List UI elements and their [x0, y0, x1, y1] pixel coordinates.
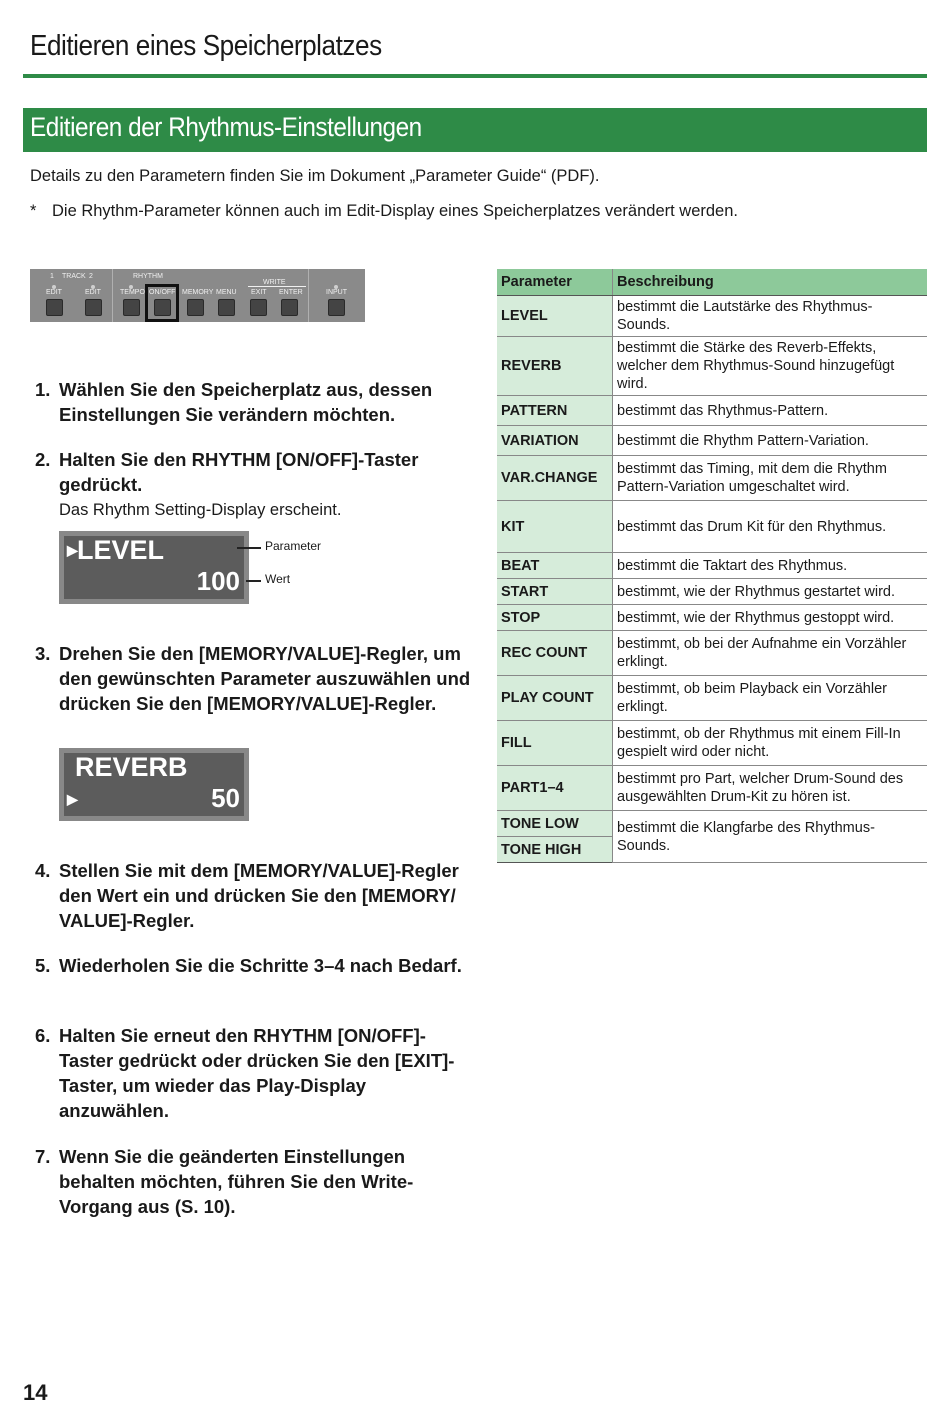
step-7	[35, 1144, 475, 1219]
track-label: TRACK	[62, 273, 86, 280]
led	[334, 285, 338, 289]
param-desc: bestimmt das Timing, mit dem die Rhythm Pattern-Variation umgeschaltet wird.	[613, 456, 928, 501]
column-header-description: Beschreibung	[613, 269, 928, 296]
lcd-screen	[64, 536, 244, 599]
tempo-button	[123, 299, 140, 316]
step-subtext: Das Rhythm Setting-Display erscheint.	[59, 501, 342, 519]
step-4	[35, 858, 475, 933]
param-name: START	[497, 579, 613, 605]
step-5	[35, 953, 475, 978]
step-number: 5.	[35, 955, 51, 976]
step-number: 3.	[35, 643, 51, 664]
exit-button	[250, 299, 267, 316]
led	[129, 285, 133, 289]
note-text: Die Rhythm-Parameter können auch im Edit-Display eines Speicherplatzes verändert werden.	[52, 202, 738, 220]
led	[52, 285, 56, 289]
button-label-input: INPUT	[326, 289, 347, 296]
button-label-exit: EXIT	[251, 289, 267, 296]
table-row	[497, 396, 927, 426]
step-2	[35, 447, 475, 521]
step-text: Halten Sie den RHYTHM [ON/OFF]-Taster gedrückt.	[59, 449, 419, 495]
lcd-value: 100	[196, 566, 240, 596]
highlight-frame	[145, 284, 179, 322]
write-label: WRITE	[263, 279, 286, 286]
param-desc: bestimmt, ob beim Playback ein Vorzähler erklingt.	[613, 676, 928, 721]
step-text: Stellen Sie mit dem [MEMORY/VALUE]-Regler den Wert ein und drücken Sie den [MEMORY/ VALUE]-Regler.	[59, 860, 459, 931]
write-group-line	[248, 286, 306, 287]
param-desc: bestimmt die Stärke des Reverb-Effekts, welcher dem Rhythmus-Sound hinzugefügt wird.	[613, 337, 928, 396]
param-name: REC COUNT	[497, 631, 613, 676]
param-desc: bestimmt die Taktart des Rhythmus.	[613, 553, 928, 579]
table-row	[497, 553, 927, 579]
table-row	[497, 605, 927, 631]
lcd-parameter: REVERB	[75, 752, 188, 782]
param-desc: bestimmt das Rhythmus-Pattern.	[613, 396, 928, 426]
param-name: REVERB	[497, 337, 613, 396]
panel-separator	[308, 269, 309, 322]
control-panel-illustration	[30, 269, 365, 322]
param-name: STOP	[497, 605, 613, 631]
enter-button	[281, 299, 298, 316]
parameter-table	[497, 269, 927, 863]
step-6	[35, 1023, 475, 1123]
param-name: PLAY COUNT	[497, 676, 613, 721]
callout-parameter: Parameter	[265, 539, 322, 553]
param-desc: bestimmt, wie der Rhythmus gestoppt wird.	[613, 605, 928, 631]
step-number: 4.	[35, 860, 51, 881]
table-row	[497, 426, 927, 456]
page-number: 14	[23, 1380, 48, 1405]
param-desc: bestimmt, wie der Rhythmus gestartet wird.	[613, 579, 928, 605]
led	[91, 285, 95, 289]
step-text: Wählen Sie den Speicherplatz aus, dessen Einstellungen Sie verändern möchten.	[59, 379, 433, 425]
step-number: 7.	[35, 1146, 51, 1167]
table-row	[497, 579, 927, 605]
section-title: Editieren der Rhythmus-Einstellungen	[30, 112, 422, 142]
note-marker: *	[30, 202, 37, 220]
param-desc: bestimmt die Lautstärke des Rhythmus-Sounds.	[613, 296, 928, 337]
table-row	[497, 337, 927, 396]
step-number: 2.	[35, 449, 51, 470]
param-desc: bestimmt, ob der Rhythmus mit einem Fill-In gespielt wird oder nicht.	[613, 721, 928, 766]
section-heading-bar	[23, 108, 927, 152]
param-name: BEAT	[497, 553, 613, 579]
callout-line	[246, 580, 261, 582]
param-name: VAR.CHANGE	[497, 456, 613, 501]
table-row	[497, 631, 927, 676]
callout-line	[237, 547, 261, 549]
param-desc: bestimmt die Klangfarbe des Rhythmus-Sounds.	[613, 811, 928, 863]
table-row	[497, 501, 927, 553]
lcd-value: 50	[211, 783, 240, 813]
table-row	[497, 296, 927, 337]
step-1	[35, 377, 475, 427]
lcd-parameter: LEVEL	[77, 535, 165, 565]
column-header-parameter: Parameter	[497, 269, 613, 296]
param-desc: bestimmt die Rhythm Pattern-Variation.	[613, 426, 928, 456]
step-3	[35, 641, 475, 716]
param-name: TONE HIGH	[497, 837, 613, 863]
param-name: KIT	[497, 501, 613, 553]
button-label-edit2: EDIT	[85, 289, 101, 296]
param-name: TONE LOW	[497, 811, 613, 837]
step-number: 6.	[35, 1025, 51, 1046]
param-desc: bestimmt das Drum Kit für den Rhythmus.	[613, 501, 928, 553]
edit-button-track2	[85, 299, 102, 316]
rhythm-label: RHYTHM	[133, 273, 163, 280]
button-label-enter: ENTER	[279, 289, 303, 296]
cursor-arrow-icon: ▶	[67, 542, 78, 558]
param-desc: bestimmt pro Part, welcher Drum-Sound des ausgewählten Drum-Kit zu hören ist.	[613, 766, 928, 811]
param-name: FILL	[497, 721, 613, 766]
callout-value: Wert	[265, 572, 291, 586]
edit-button-track1	[46, 299, 63, 316]
step-text: Wiederholen Sie die Schritte 3–4 nach Bedarf.	[59, 955, 462, 976]
input-button	[328, 299, 345, 316]
table-row	[497, 456, 927, 501]
button-label-tempo: TEMPO	[120, 289, 145, 296]
menu-button	[218, 299, 235, 316]
track2-label: 2	[89, 273, 93, 280]
table-row	[497, 721, 927, 766]
page-title: Editieren eines Speicherplatzes	[30, 30, 382, 62]
table-row	[497, 766, 927, 811]
param-name: PART1–4	[497, 766, 613, 811]
button-label-memory: MEMORY	[182, 289, 214, 296]
title-divider	[23, 74, 927, 78]
panel-separator	[112, 269, 113, 322]
step-number: 1.	[35, 379, 51, 400]
step-text: Drehen Sie den [MEMORY/VALUE]-Regler, um den gewünschten Parameter auszuwählen und drücken Sie den [MEMORY/VALUE]-Regler.	[59, 643, 471, 714]
button-label-edit1: EDIT	[46, 289, 62, 296]
track1-label: 1	[50, 273, 54, 280]
intro-text: Details zu den Parametern finden Sie im Dokument „Parameter Guide“ (PDF).	[30, 167, 600, 185]
button-label-onoff: ON/OFF	[149, 289, 176, 296]
param-name: VARIATION	[497, 426, 613, 456]
note	[30, 202, 738, 221]
step-text: Wenn Sie die geänderten Einstellungen behalten möchten, führen Sie den Write-Vorgang aus (S. 10).	[59, 1146, 414, 1217]
table-header-row	[497, 269, 927, 296]
lcd-display-reverb	[59, 748, 249, 821]
param-name: LEVEL	[497, 296, 613, 337]
param-desc: bestimmt, ob bei der Aufnahme ein Vorzähler erklingt.	[613, 631, 928, 676]
lcd-display-level	[59, 531, 249, 604]
memory-button	[187, 299, 204, 316]
table-row	[497, 676, 927, 721]
cursor-arrow-icon: ▶	[67, 791, 78, 807]
step-text: Halten Sie erneut den RHYTHM [ON/OFF]-Taster gedrückt oder drücken Sie den [EXIT]-Taster, um wieder das Play-Display anzuwählen.	[59, 1025, 455, 1121]
param-name: PATTERN	[497, 396, 613, 426]
table-row	[497, 811, 927, 837]
lcd-screen	[64, 753, 244, 816]
button-label-menu: MENU	[216, 289, 237, 296]
